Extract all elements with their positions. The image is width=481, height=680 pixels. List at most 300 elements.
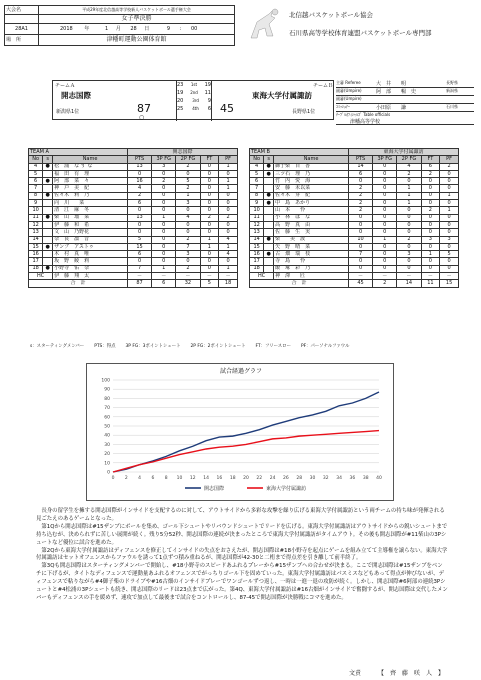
official-role: 副審(Umpire) bbox=[336, 96, 362, 101]
player-pts: 6 bbox=[127, 251, 151, 258]
y-tick-label: 10 bbox=[104, 461, 110, 467]
y-tick-label: 20 bbox=[104, 452, 110, 458]
player-3pfg: 0 bbox=[373, 178, 397, 185]
player-row bbox=[250, 170, 459, 177]
head-coach-row bbox=[250, 273, 459, 280]
hc-stat-dash: － bbox=[421, 273, 440, 280]
player-pts: 0 bbox=[127, 170, 151, 177]
player-name: 中 島 あかり bbox=[274, 200, 349, 207]
total-pts: 87 bbox=[127, 280, 151, 287]
total-3pfg: 2 bbox=[373, 280, 397, 287]
player-pf: 1 bbox=[219, 265, 238, 272]
player-number: 5 bbox=[29, 170, 43, 177]
starter-mark: ● bbox=[43, 265, 53, 272]
x-tick-label: 24 bbox=[269, 476, 276, 481]
player-row bbox=[250, 258, 459, 265]
player-number: 15 bbox=[29, 243, 43, 250]
team-a-seed: 新潟県1位 bbox=[56, 109, 80, 115]
col-starter: s bbox=[264, 156, 274, 163]
col-ft: FT bbox=[421, 156, 440, 163]
player-number: 9 bbox=[29, 200, 43, 207]
player-pts: 0 bbox=[348, 178, 372, 185]
player-pts: 2 bbox=[348, 192, 372, 199]
player-ft: 0 bbox=[200, 229, 219, 236]
player-row bbox=[250, 214, 459, 221]
official-row bbox=[336, 96, 474, 104]
player-ft: 2 bbox=[421, 170, 440, 177]
starter-mark bbox=[43, 207, 53, 214]
player-row bbox=[250, 221, 459, 228]
player-pts: 14 bbox=[348, 163, 372, 170]
legend-pf: PF：パーソナルファウル bbox=[300, 344, 350, 349]
total-pf: 15 bbox=[440, 280, 459, 287]
player-ft: 6 bbox=[421, 163, 440, 170]
x-tick-label: 40 bbox=[376, 476, 382, 481]
legend-label: 開志国際 bbox=[204, 485, 225, 492]
player-3pfg: 0 bbox=[373, 185, 397, 192]
chart-plot bbox=[87, 364, 395, 502]
player-pts: 13 bbox=[127, 214, 151, 221]
player-number: 13 bbox=[250, 229, 264, 236]
player-3pfg: 0 bbox=[152, 221, 176, 228]
col-name: Name bbox=[274, 156, 349, 163]
event-name: 女子準決勝 bbox=[39, 15, 235, 24]
official-role: ﾃｰﾌﾞﾙｵﾌｨｼｬﾙｽﾞ Table officials bbox=[336, 112, 391, 117]
player-pf: 1 bbox=[219, 243, 238, 250]
period-row bbox=[177, 98, 211, 106]
player-pf: 0 bbox=[219, 207, 238, 214]
player-3pfg: 3 bbox=[152, 163, 176, 170]
player-ft: 3 bbox=[421, 236, 440, 243]
player-3pfg: 0 bbox=[152, 207, 176, 214]
player-number: 8 bbox=[29, 192, 43, 199]
box-b-header-row bbox=[250, 156, 459, 163]
date-day: 28 bbox=[130, 25, 137, 32]
player-row bbox=[29, 221, 238, 228]
player-pts: 6 bbox=[127, 200, 151, 207]
player-pts: 0 bbox=[127, 229, 151, 236]
col-no: No bbox=[29, 156, 43, 163]
player-pf: 2 bbox=[219, 214, 238, 221]
player-ft: 2 bbox=[200, 214, 219, 221]
player-name: 柴 山 瑠 菜 bbox=[53, 214, 128, 221]
player-2pfg: 0 bbox=[397, 243, 421, 250]
player-row bbox=[250, 243, 459, 250]
player-name: 寺 島 怜 bbox=[274, 258, 349, 265]
team-b-panel bbox=[211, 81, 335, 121]
player-2pfg: 0 bbox=[397, 178, 421, 185]
competition-name: 平成29年度北信越高等学校新人バスケットボール選手権大会 bbox=[39, 6, 235, 15]
player-row bbox=[250, 192, 459, 199]
legend-starter: s：スターティングメンバー bbox=[30, 344, 85, 349]
player-3pfg: 0 bbox=[373, 192, 397, 199]
player-2pfg: 0 bbox=[397, 229, 421, 236]
player-ft: 0 bbox=[421, 178, 440, 185]
player-2pfg: 2 bbox=[176, 185, 200, 192]
x-tick-label: 32 bbox=[322, 476, 329, 481]
period-a-score: 25 bbox=[177, 106, 184, 112]
venue-name: 津幡町運動公園体育館 bbox=[39, 35, 235, 46]
game-progress-chart bbox=[86, 363, 394, 501]
team-a-total: 87 bbox=[137, 102, 151, 115]
x-tick-label: 0 bbox=[111, 476, 115, 481]
starter-mark: ● bbox=[264, 200, 274, 207]
total-2pfg: 14 bbox=[397, 280, 421, 287]
official-name: 阿 部 暢 史 bbox=[376, 89, 417, 95]
starter-mark: ● bbox=[264, 170, 274, 177]
player-pts: 7 bbox=[348, 251, 372, 258]
x-tick-label: 26 bbox=[283, 476, 289, 481]
player-number: 4 bbox=[29, 163, 43, 170]
player-name: 佐々木 莉 乃 bbox=[53, 192, 128, 199]
period-b-score: 9 bbox=[207, 98, 211, 104]
player-3pfg: 0 bbox=[152, 258, 176, 265]
official-name: 津幡高等学校 bbox=[336, 118, 474, 125]
player-pts: 0 bbox=[127, 221, 151, 228]
player-number: 8 bbox=[250, 192, 264, 199]
player-name: 文 山 乃野花 bbox=[53, 229, 128, 236]
team-a-box-score bbox=[28, 148, 238, 288]
player-2pfg: 4 bbox=[397, 163, 421, 170]
player-number: 5 bbox=[250, 170, 264, 177]
winner-mark: ○ bbox=[139, 114, 145, 121]
player-ft: 0 bbox=[421, 214, 440, 221]
legend-label: 東海大学付属諏訪 bbox=[266, 485, 307, 492]
player-name: 安 藤 未以菜 bbox=[274, 185, 349, 192]
player-3pfg: 0 bbox=[152, 243, 176, 250]
team-a-tag: TEAM A bbox=[29, 149, 128, 156]
player-2pfg: 3 bbox=[397, 251, 421, 258]
total-ft: 5 bbox=[200, 280, 219, 287]
head-coach-name: 伊 藤 翔 太 bbox=[53, 273, 128, 280]
official-name bbox=[376, 96, 446, 103]
official-row bbox=[336, 88, 474, 96]
player-3pfg: 2 bbox=[152, 178, 176, 185]
period-label: 1st bbox=[190, 82, 198, 87]
starter-mark bbox=[264, 214, 274, 221]
player-pf: 0 bbox=[219, 200, 238, 207]
legend-2pfg: 2P FG：2ポイントシュート bbox=[190, 344, 246, 349]
total-3pfg: 6 bbox=[152, 280, 176, 287]
player-ft: 0 bbox=[200, 178, 219, 185]
x-tick-label: 28 bbox=[296, 476, 303, 481]
report-paragraph: 第1Qから開志国際は#15ザンブにボールを集め、ゴール下シュートやリバウンドシュートでリードを広げる。東海大学付属諏訪はアウトサイドからの鋭いシュートまで持ち込むが、決められずに苦しい展開が続く。残り5分52秒、開志国際の連続が決まったところで東海大学付属諏訪がタイムアウト。その後も開志国際が#11柴山の3Pシュートなど優位に試合を進めた。 bbox=[36, 523, 448, 546]
player-pts: 2 bbox=[127, 192, 151, 199]
official-role: 副審(Umpire) bbox=[336, 88, 362, 93]
legend-ft: FT：フリースロー bbox=[255, 344, 291, 349]
player-row bbox=[29, 207, 238, 214]
total-ft: 11 bbox=[421, 280, 440, 287]
player-ft: 0 bbox=[200, 221, 219, 228]
x-tick-label: 38 bbox=[362, 476, 369, 481]
player-number: 18 bbox=[29, 265, 43, 272]
starter-mark bbox=[264, 178, 274, 185]
x-tick-label: 4 bbox=[138, 476, 142, 481]
header-table: 大会名 平成29年度北信越高等学校新人バスケットボール選手権大会 女子準決勝 28A1 2018 年 1 月 28 日 9 : 00 場 所 津幡町運動公園体育館 bbox=[4, 5, 235, 46]
total-row bbox=[250, 280, 459, 287]
player-ft: 0 bbox=[200, 207, 219, 214]
player-ft: 0 bbox=[200, 200, 219, 207]
organizer-primary: 北信越バスケットボール協会 bbox=[289, 11, 374, 19]
player-2pfg: 1 bbox=[397, 200, 421, 207]
player-pf: 0 bbox=[440, 265, 459, 272]
head-coach-row bbox=[29, 273, 238, 280]
player-number: 7 bbox=[29, 185, 43, 192]
starter-mark bbox=[43, 236, 53, 243]
team-b-tag: TEAM B bbox=[250, 149, 349, 156]
player-name: 阿 部 菜 々 bbox=[53, 178, 128, 185]
report-paragraph: 第2Qから東海大学付属諏訪はディフェンスを修正してインサイドの失点をおさえたが、開志国際は#18小野寺を起点にゲームを組み立てて主導権を譲らない。東海大学付属諏訪はセットオフェンスからファウルを誘って1点ずつ積み重ねるが、開志国際が42-30と二桁まで得点差を引き離して前半終了。 bbox=[36, 547, 448, 562]
player-pts: 0 bbox=[348, 258, 372, 265]
hc-label: HC bbox=[29, 273, 53, 280]
starter-mark: ● bbox=[43, 192, 53, 199]
starter-mark: ● bbox=[264, 236, 274, 243]
player-row bbox=[250, 251, 459, 258]
player-pts: 0 bbox=[348, 243, 372, 250]
player-ft: 0 bbox=[200, 258, 219, 265]
player-pts: 2 bbox=[348, 207, 372, 214]
period-row bbox=[177, 106, 211, 114]
legend-pts: PTS：得点 bbox=[94, 344, 116, 349]
player-2pfg: 1 bbox=[397, 185, 421, 192]
organizer-secondary: 石川県高等学校体育連盟バスケットボール専門部 bbox=[289, 29, 432, 37]
series-line-0 bbox=[113, 392, 379, 472]
player-pts: 5 bbox=[127, 236, 151, 243]
player-pf: 0 bbox=[440, 200, 459, 207]
player-2pfg: 2 bbox=[176, 163, 200, 170]
player-name: 飯 塚 彩 乃 bbox=[274, 265, 349, 272]
player-2pfg: 2 bbox=[397, 170, 421, 177]
player-number: 9 bbox=[250, 200, 264, 207]
player-3pfg: 1 bbox=[152, 214, 176, 221]
starter-mark bbox=[43, 185, 53, 192]
x-tick-label: 22 bbox=[256, 476, 263, 481]
player-row bbox=[250, 236, 459, 243]
team-b-name: 東海大学付属諏訪 bbox=[252, 91, 312, 100]
player-3pfg: 0 bbox=[373, 170, 397, 177]
player-name: 山 本 怜 bbox=[274, 207, 349, 214]
player-pf: 5 bbox=[440, 251, 459, 258]
team-a-panel bbox=[53, 81, 177, 121]
player-3pfg: 0 bbox=[152, 185, 176, 192]
player-pf: 0 bbox=[440, 221, 459, 228]
x-tick-label: 30 bbox=[309, 476, 316, 481]
player-row bbox=[250, 200, 459, 207]
player-3pfg: 1 bbox=[373, 236, 397, 243]
player-ft: 1 bbox=[200, 236, 219, 243]
starter-mark: ● bbox=[43, 214, 53, 221]
player-number: 6 bbox=[29, 178, 43, 185]
player-3pfg: 1 bbox=[152, 265, 176, 272]
report-paragraph: 第3Qも開志国際はスターティングメンバーで開始し、#18小野寺のスピードあふれるプレーから#15ザンブへの合わせが決まる。ここで開志国際は#15ザンブをベンチに下げるが、タイトなディフェンスで運動量あふれるオフェンスでがっちりゴール下を固めていった。東海大学付属諏訪はパスミスなどもあって得点が伸びないが、ディフェンスで粘りながら#4御子柴のドライブや#16古畑のインサイドプレーでワンゴールずつ返し、一時は一進一退の攻防が続く。しかし、開志国際#6阿部の連続3Pシュートと#4松浦の3Pシュートも続き、開志国際のリードは23点まで広がった。第4Q、東海大学付属諏訪は#16古畑がインサイドで奮闘するが、開志国際は交代したメンバーもディフェンスの手を緩めず、速攻で加点して最後まで試合をコントロールし、87-45で開志国際が決勝戦にコマを進めた。 bbox=[36, 563, 448, 601]
team-a-label: チームＡ bbox=[55, 83, 76, 89]
starter-mark: ● bbox=[43, 163, 53, 170]
period-scores bbox=[177, 81, 211, 121]
period-a-score: 23 bbox=[177, 82, 184, 88]
starter-mark bbox=[264, 221, 274, 228]
player-number: 15 bbox=[250, 243, 264, 250]
player-name: 小野寺 佑 奈 bbox=[53, 265, 128, 272]
x-tick-label: 10 bbox=[176, 476, 183, 481]
signature-label: 文責 bbox=[349, 670, 362, 677]
player-name: 松 浦 な ず な bbox=[53, 163, 128, 170]
col-pf: PF bbox=[440, 156, 459, 163]
hc-stat-dash: － bbox=[219, 273, 238, 280]
period-label: 3rd bbox=[192, 98, 199, 103]
signature-name: 【 齊 藤 咲 人 】 bbox=[378, 670, 445, 677]
player-2pfg: 0 bbox=[397, 265, 421, 272]
player-row bbox=[29, 163, 238, 170]
col-pts: PTS bbox=[348, 156, 372, 163]
player-ft: 0 bbox=[421, 200, 440, 207]
x-tick-label: 6 bbox=[151, 476, 155, 481]
player-2pfg: 4 bbox=[176, 214, 200, 221]
player-2pfg: 2 bbox=[176, 265, 200, 272]
y-tick-label: 60 bbox=[104, 415, 110, 421]
player-ft: 0 bbox=[421, 265, 440, 272]
player-2pfg: 1 bbox=[176, 192, 200, 199]
player-name: 佐 藤 生 実 bbox=[274, 229, 349, 236]
player-number: 18 bbox=[250, 265, 264, 272]
period-b-score: 19 bbox=[204, 82, 211, 88]
official-role: ｺﾐｯｼｮﾅｰ bbox=[336, 104, 350, 109]
player-pf: 0 bbox=[440, 214, 459, 221]
time-hour: 9 bbox=[166, 25, 171, 32]
team-b-total: 45 bbox=[220, 102, 234, 115]
y-tick-label: 100 bbox=[101, 378, 110, 384]
player-pts: 13 bbox=[127, 163, 151, 170]
player-pts: 0 bbox=[348, 265, 372, 272]
player-pts: 7 bbox=[127, 265, 151, 272]
team-b-label: チームＢ bbox=[312, 83, 333, 89]
date-month-unit: 月 bbox=[115, 25, 121, 32]
player-name: 福 田 有 理 bbox=[53, 170, 128, 177]
starter-mark bbox=[43, 221, 53, 228]
player-2pfg: 2 bbox=[397, 236, 421, 243]
player-3pfg: 0 bbox=[152, 192, 176, 199]
player-row bbox=[250, 265, 459, 272]
player-ft: 0 bbox=[200, 192, 219, 199]
player-pf: 0 bbox=[440, 178, 459, 185]
x-tick-label: 16 bbox=[216, 476, 223, 481]
starter-mark bbox=[43, 251, 53, 258]
starter-mark bbox=[43, 229, 53, 236]
player-2pfg: 5 bbox=[176, 178, 200, 185]
player-ft: 0 bbox=[421, 221, 440, 228]
hc-stat-dash: － bbox=[176, 273, 200, 280]
player-ft: 0 bbox=[421, 229, 440, 236]
player-number: 13 bbox=[29, 229, 43, 236]
player-2pfg: 0 bbox=[176, 170, 200, 177]
player-pts: 0 bbox=[348, 229, 372, 236]
abbreviation-legend bbox=[30, 343, 470, 349]
starter-mark bbox=[264, 243, 274, 250]
period-label: 2nd bbox=[190, 90, 198, 95]
player-2pfg: 1 bbox=[397, 192, 421, 199]
team-b-seed: 長野県1位 bbox=[292, 109, 316, 115]
player-pts: 0 bbox=[348, 221, 372, 228]
player-3pfg: 0 bbox=[373, 243, 397, 250]
association-logo bbox=[247, 8, 283, 40]
competition-label: 大会名 bbox=[5, 6, 39, 15]
player-ft: 0 bbox=[421, 192, 440, 199]
col-pf: PF bbox=[219, 156, 238, 163]
col-pts: PTS bbox=[127, 156, 151, 163]
player-pf: 0 bbox=[219, 192, 238, 199]
y-tick-label: 50 bbox=[104, 424, 110, 430]
date-month: 1 bbox=[104, 25, 109, 32]
player-number: 14 bbox=[29, 236, 43, 243]
official-role: 主審 Referee bbox=[336, 80, 361, 85]
player-pf: 1 bbox=[219, 163, 238, 170]
x-tick-label: 12 bbox=[189, 476, 196, 481]
hc-stat-dash: － bbox=[348, 273, 372, 280]
x-tick-label: 34 bbox=[336, 476, 342, 481]
player-pf: 3 bbox=[440, 236, 459, 243]
hc-stat-dash: － bbox=[440, 273, 459, 280]
player-row bbox=[29, 192, 238, 199]
starter-mark bbox=[264, 229, 274, 236]
player-pf: 0 bbox=[440, 229, 459, 236]
player-2pfg: 0 bbox=[176, 221, 200, 228]
player-2pfg: 0 bbox=[397, 207, 421, 214]
period-row bbox=[177, 90, 211, 98]
player-pf: 1 bbox=[219, 185, 238, 192]
x-tick-label: 8 bbox=[164, 476, 168, 481]
player-3pfg: 0 bbox=[373, 200, 397, 207]
player-name: 佐々木 芽 紀 bbox=[274, 192, 349, 199]
hc-stat-dash: － bbox=[152, 273, 176, 280]
player-number: 16 bbox=[250, 251, 264, 258]
hc-stat-dash: － bbox=[127, 273, 151, 280]
official-row bbox=[336, 104, 474, 112]
total-label: 合 計 bbox=[250, 280, 349, 287]
x-tick-label: 36 bbox=[349, 476, 356, 481]
player-pf: 0 bbox=[219, 221, 238, 228]
player-ft: 0 bbox=[421, 243, 440, 250]
col-3pfg: 3P FG bbox=[373, 156, 397, 163]
official-prefecture: 新潟県 bbox=[446, 88, 458, 93]
player-number: 6 bbox=[250, 178, 264, 185]
player-row bbox=[29, 265, 238, 272]
player-ft: 2 bbox=[421, 207, 440, 214]
player-pf: 1 bbox=[440, 207, 459, 214]
player-2pfg: 3 bbox=[176, 251, 200, 258]
player-2pfg: 2 bbox=[176, 236, 200, 243]
official-name: 大 井 明 bbox=[376, 81, 407, 87]
y-tick-label: 30 bbox=[104, 442, 110, 448]
player-pts: 16 bbox=[127, 178, 151, 185]
player-name: 奈 良 凛 音 bbox=[53, 236, 128, 243]
player-2pfg: 3 bbox=[176, 200, 200, 207]
player-pf: 1 bbox=[219, 178, 238, 185]
period-b-score: 11 bbox=[204, 90, 211, 96]
player-pf: 0 bbox=[440, 185, 459, 192]
starter-mark bbox=[264, 265, 274, 272]
player-number: 17 bbox=[250, 258, 264, 265]
officials-panel bbox=[336, 80, 474, 125]
player-name: ザンブ アストゥ bbox=[53, 243, 128, 250]
player-3pfg: 0 bbox=[152, 170, 176, 177]
starter-mark: ● bbox=[264, 163, 274, 170]
total-pts: 45 bbox=[348, 280, 372, 287]
hc-stat-dash: － bbox=[397, 273, 421, 280]
venue-label: 場 所 bbox=[5, 35, 39, 46]
y-tick-label: 80 bbox=[104, 396, 110, 402]
player-number: 10 bbox=[250, 207, 264, 214]
player-ft: 0 bbox=[200, 251, 219, 258]
hc-label: HC bbox=[250, 273, 274, 280]
